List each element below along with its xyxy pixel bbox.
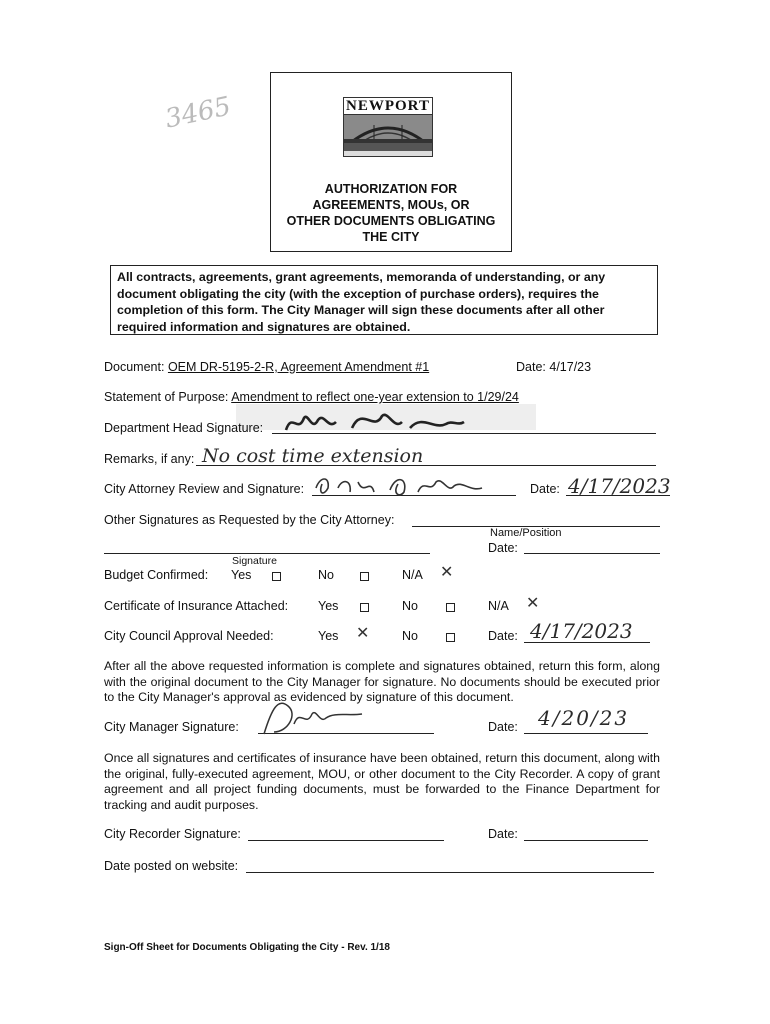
recorder-date-line[interactable]: [524, 840, 648, 841]
other-signatures-label: Other Signatures as Requested by the City Attorney:: [104, 513, 395, 527]
recorder-label: City Recorder Signature:: [104, 827, 241, 841]
purpose-row: [104, 390, 519, 404]
other-signature-line[interactable]: [104, 553, 430, 554]
recorder-signature-line[interactable]: [248, 840, 444, 841]
insurance-no-label: No: [402, 599, 418, 613]
attorney-signature: [312, 474, 492, 500]
manager-date-label: Date:: [488, 720, 518, 734]
insurance-yes-label: Yes: [318, 599, 339, 613]
document-date-value: 4/17/23: [549, 360, 592, 374]
attorney-date-label: Date:: [530, 482, 560, 496]
footer-text: Sign-Off Sheet for Documents Obligating the City - Rev. 1/18: [104, 942, 390, 953]
stamp-number: 3465: [162, 91, 234, 135]
insurance-label: Certificate of Insurance Attached:: [104, 599, 289, 613]
manager-signature: [258, 698, 368, 738]
council-yes-label: Yes: [318, 629, 339, 643]
council-label: City Council Approval Needed:: [104, 629, 274, 643]
header-title-line: AUTHORIZATION FOR: [324, 182, 458, 196]
manager-date-line[interactable]: [524, 733, 648, 734]
attorney-date-value: 4/17/2023: [568, 474, 671, 498]
budget-na-label: N/A: [402, 568, 423, 582]
header-title-line: AGREEMENTS, MOUs, OR: [312, 198, 470, 212]
other-date-label: Date:: [488, 541, 518, 555]
budget-label: Budget Confirmed:: [104, 568, 209, 582]
notice-box: All contracts, agreements, grant agreements, memoranda of understanding, or any document obligating the city (with the exception of purchase orders), requires the completion of this form. The City Manager will sign these documents after all other required information and signatures are obtained.: [110, 265, 658, 335]
header-box: [270, 72, 512, 252]
recorder-date-label: Date:: [488, 827, 518, 841]
budget-no-checkbox[interactable]: [360, 572, 369, 581]
once-paragraph: Once all signatures and certificates of insurance have been obtained, return this document, along with the original, fully-executed agreement, MOU, or other document to the City Recorder. A copy of grant agreement and all project funding documents, must be forwarded to the Finance Department for tracking and audit purposes.: [104, 751, 660, 812]
budget-no-label: No: [318, 568, 334, 582]
council-yes-check-mark[interactable]: ✕: [356, 623, 370, 642]
budget-yes-checkbox[interactable]: [272, 572, 281, 581]
manager-label: City Manager Signature:: [104, 720, 239, 734]
council-no-checkbox[interactable]: [446, 633, 455, 642]
council-date-label: Date:: [488, 629, 518, 643]
insurance-na-label: N/A: [488, 599, 509, 613]
posted-line[interactable]: [246, 872, 654, 873]
council-no-label: No: [402, 629, 418, 643]
manager-date-value: 4/20/23: [538, 706, 630, 730]
after-paragraph: After all the above requested information is complete and signatures obtained, return this form, along with the original document to the City Manager for signature. No documents should be executed prior to the City Manager's approval as evidenced by signature of this document.: [104, 659, 660, 704]
insurance-yes-checkbox[interactable]: [360, 603, 369, 612]
remarks-value: No cost time extension: [202, 445, 424, 467]
document-value: OEM DR-5195-2-R, Agreement Amendment #1: [167, 360, 430, 374]
posted-label: Date posted on website:: [104, 859, 239, 873]
budget-yes: [231, 568, 251, 582]
document-row: [104, 360, 429, 374]
remarks-label: Remarks, if any:: [104, 452, 195, 466]
insurance-na-check-mark[interactable]: ✕: [526, 593, 540, 612]
bridge-icon: [344, 115, 432, 151]
dept-head-label: Department Head Signature:: [104, 421, 264, 435]
city-logo: [343, 97, 433, 157]
budget-na-check-mark[interactable]: ✕: [440, 562, 454, 581]
purpose-label: Statement of Purpose:: [104, 390, 229, 404]
insurance-no-checkbox[interactable]: [446, 603, 455, 612]
dept-head-signature: [282, 408, 472, 436]
header-title-line: THE CITY: [362, 230, 420, 244]
name-position-caption: Name/Position: [490, 527, 562, 539]
logo-text: NEWPORT: [344, 98, 432, 115]
other-date-line[interactable]: [524, 553, 660, 554]
document-date: [516, 360, 591, 374]
document-date-label: Date:: [516, 360, 546, 374]
attorney-label: City Attorney Review and Signature:: [104, 482, 305, 496]
budget-yes-label: Yes: [231, 568, 252, 582]
council-date-value: 4/17/2023: [530, 619, 633, 643]
signature-caption: Signature: [232, 555, 277, 567]
header-title: [271, 181, 511, 245]
purpose-value: Amendment to reflect one-year extension to 1/29/24: [231, 390, 519, 404]
document-label: Document:: [104, 360, 165, 374]
header-title-line: OTHER DOCUMENTS OBLIGATING: [286, 214, 496, 228]
